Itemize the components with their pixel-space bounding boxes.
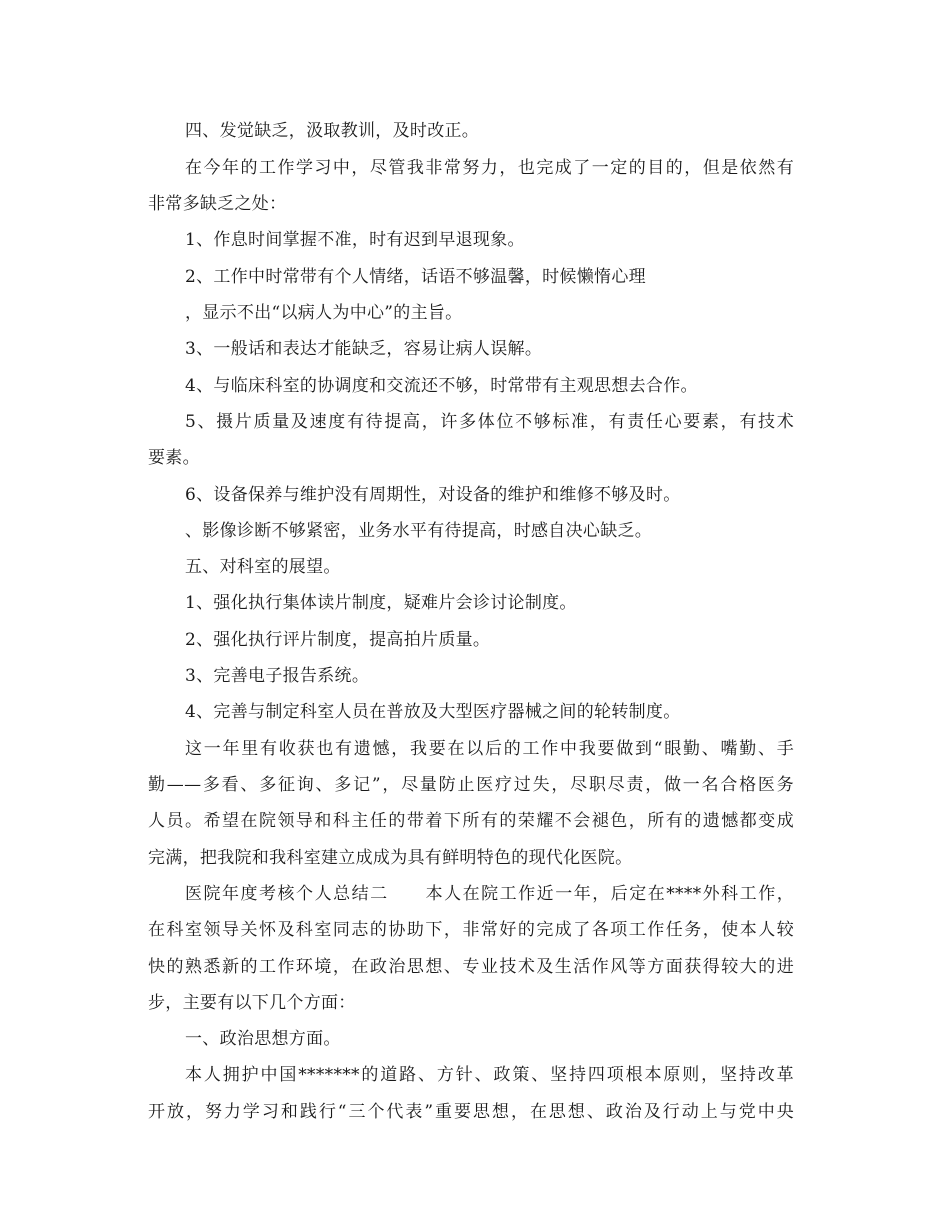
text-line: 4、完善与制定科室人员在普放及大型医疗器械之间的轮转制度。 (185, 702, 681, 722)
text-line: 6、设备保养与维护没有周期性，对设备的维护和维修不够及时。 (185, 485, 681, 505)
text-line: 快的熟悉新的工作环境，在政治思想、专业技术及生活作风等方面获得较大的进 (148, 957, 794, 977)
text-line: 完满，把我院和我科室建立成成为具有鲜明特色的现代化医院。 (148, 848, 633, 868)
text-line: 3、完善电子报告系统。 (185, 666, 370, 686)
text-line: 5、摄片质量及速度有待提高，许多体位不够标准，有责任心要素，有技术 (185, 412, 794, 432)
text-line: 3、一般话和表达才能缺乏，容易让病人误解。 (185, 339, 543, 359)
text-line: 四、发觉缺乏，汲取教训，及时改正。 (185, 121, 480, 141)
text-line: 这一年里有收获也有遗憾，我要在以后的工作中我要做到“眼勤、嘴勤、手 (185, 739, 794, 759)
text-line: 一、政治思想方面。 (185, 1029, 341, 1049)
text-line: 2、强化执行评片制度，提高拍片质量。 (185, 630, 491, 650)
text-line: 人员。希望在院领导和科主任的带着下所有的荣耀不会褪色，所有的遗憾都变成 (148, 811, 794, 831)
text-line: 、影像诊断不够紧密，业务水平有待提高，时感自决心缺乏。 (185, 521, 653, 541)
text-line: 4、与临床科室的协调度和交流还不够，时常带有主观思想去合作。 (185, 376, 698, 396)
text-line: 勤——多看、多征询、多记”，尽量防止医疗过失，尽职尽责，做一名合格医务 (148, 775, 794, 795)
text-line: 1、强化执行集体读片制度，疑难片会诊讨论制度。 (185, 593, 577, 613)
text-line: 本人拥护中国*******的道路、方针、政策、坚持四项根本原则，坚持改革 (185, 1065, 794, 1085)
text-line: 要素。 (148, 448, 200, 468)
text-line: 2、工作中时常带有个人情绪，话语不够温馨，时候懒惰心理 (185, 267, 646, 287)
text-line: ，显示不出“以病人为中心”的主旨。 (185, 303, 463, 323)
text-line: 在今年的工作学习中，尽管我非常努力，也完成了一定的目的，但是依然有 (185, 158, 794, 178)
text-line: 1、作息时间掌握不准，时有迟到早退现象。 (185, 230, 525, 250)
text-line: 医院年度考核个人总结二 本人在院工作近一年，后定在****外科工作， (185, 884, 794, 904)
text-line: 非常多缺乏之处： (148, 194, 287, 214)
text-line: 步，主要有以下几个方面： (148, 993, 356, 1013)
text-line: 五、对科室的展望。 (185, 557, 341, 577)
text-line: 开放，努力学习和践行“三个代表”重要思想，在思想、政治及行动上与党中央 (148, 1102, 794, 1122)
text-line: 在科室领导关怀及科室同志的协助下，非常好的完成了各项工作任务，使本人较 (148, 920, 794, 940)
